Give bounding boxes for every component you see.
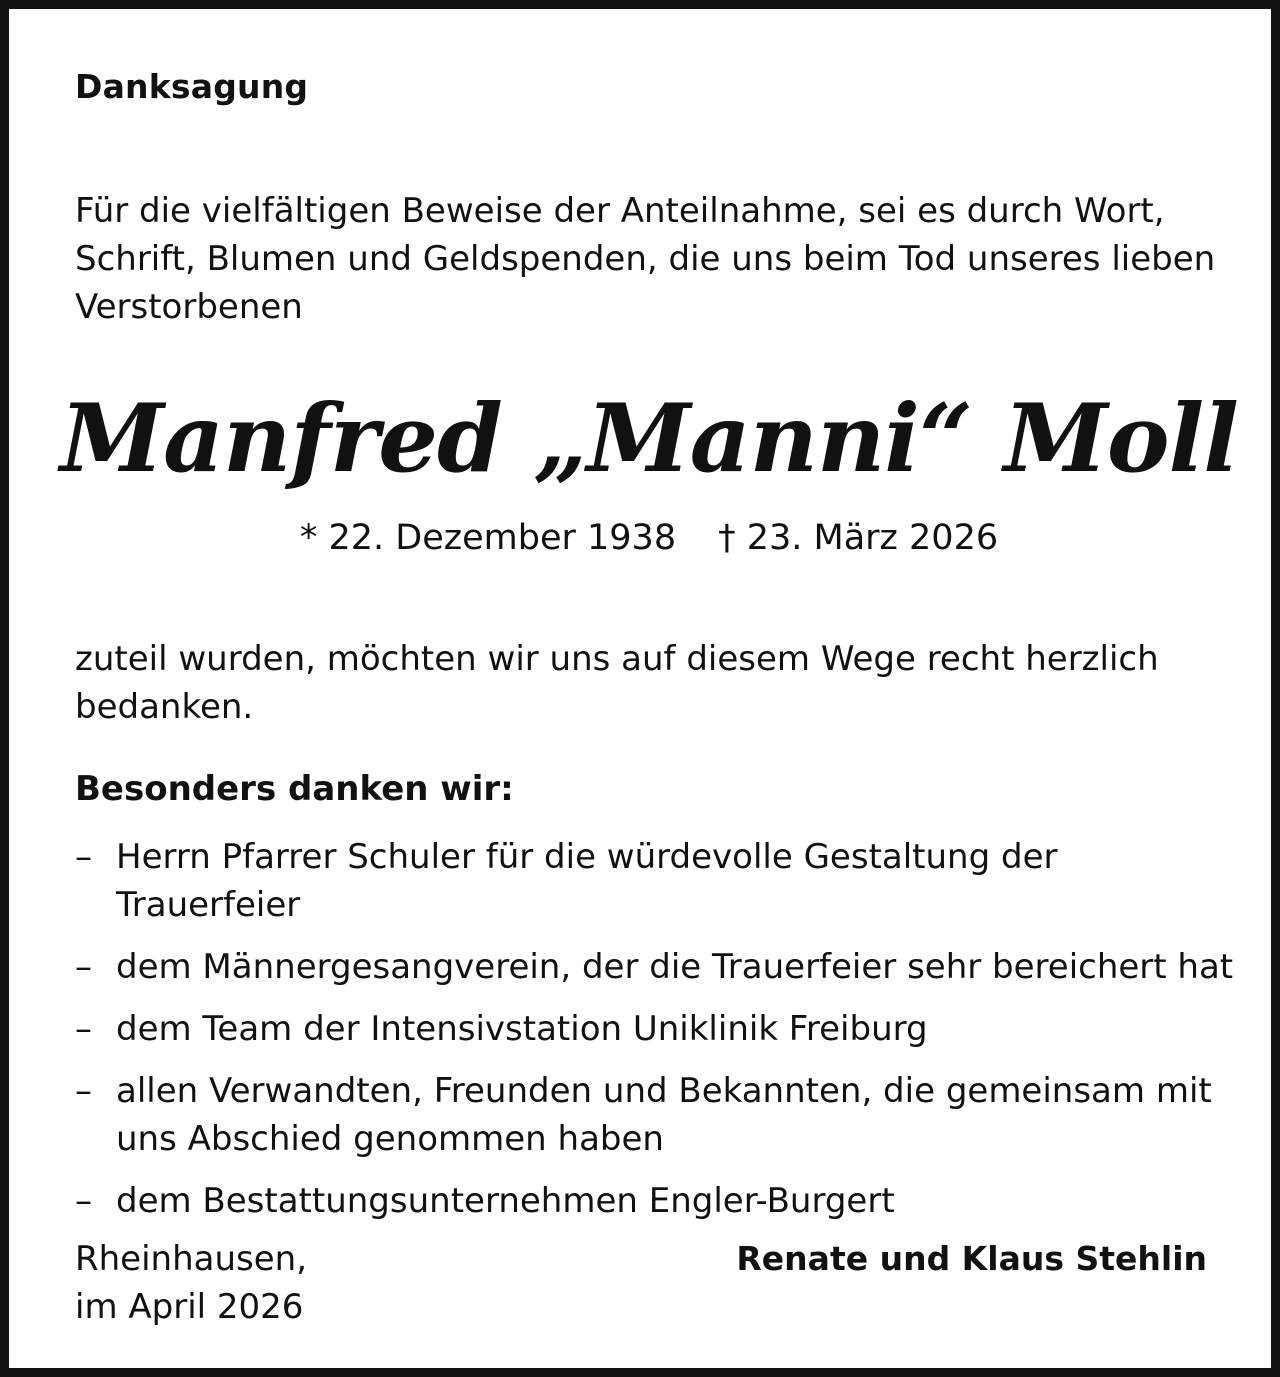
list-item bbox=[75, 943, 1245, 991]
signature: Renate und Klaus Stehlin bbox=[736, 1239, 1207, 1278]
thanks-list bbox=[75, 833, 1245, 1239]
list-item-text: allen Verwandten, Freunden und Bekannten, die gemeinsam mit uns Abschied genommen haben bbox=[116, 1071, 1212, 1159]
list-item bbox=[75, 1005, 1245, 1053]
place: Rheinhausen, bbox=[75, 1239, 308, 1279]
dash-bullet: – bbox=[75, 947, 92, 987]
death-date: † 23. März 2026 bbox=[718, 518, 999, 558]
life-dates bbox=[9, 515, 1280, 561]
dash-bullet: – bbox=[75, 837, 92, 877]
birth-date: * 22. Dezember 1938 bbox=[299, 518, 677, 558]
dash-bullet: – bbox=[75, 1009, 92, 1049]
list-item bbox=[75, 833, 1245, 929]
list-item-text: Herrn Pfarrer Schuler für die würdevolle Gestaltung der Trauerfeier bbox=[116, 837, 1058, 925]
list-item-text: dem Bestattungsunternehmen Engler-Burgert bbox=[116, 1181, 895, 1221]
date: im April 2026 bbox=[75, 1287, 304, 1327]
thanks-title: Besonders danken wir: bbox=[75, 769, 514, 809]
list-item bbox=[75, 1177, 1245, 1225]
dash-bullet: – bbox=[75, 1071, 92, 1111]
list-item-text: dem Team der Intensivstation Uniklinik Freiburg bbox=[116, 1009, 928, 1049]
outro-text: zuteil wurden, möchten wir uns auf diesem Wege recht herzlich bedanken. bbox=[75, 639, 1159, 727]
notice-heading: Danksagung bbox=[75, 67, 309, 106]
list-item-text: dem Männergesangverein, der die Trauerfeier sehr bereichert hat bbox=[116, 947, 1234, 987]
list-item bbox=[75, 1067, 1245, 1163]
dash-bullet: – bbox=[75, 1181, 92, 1221]
deceased-name: Manfred „Manni“ Moll bbox=[60, 384, 1238, 494]
intro-text: Für die vielfältigen Beweise der Anteilnahme, sei es durch Wort, Schrift, Blumen und Geldspenden, die uns beim Tod unseres lieben Verstorbenen bbox=[75, 191, 1216, 327]
place-and-date bbox=[75, 1235, 307, 1331]
